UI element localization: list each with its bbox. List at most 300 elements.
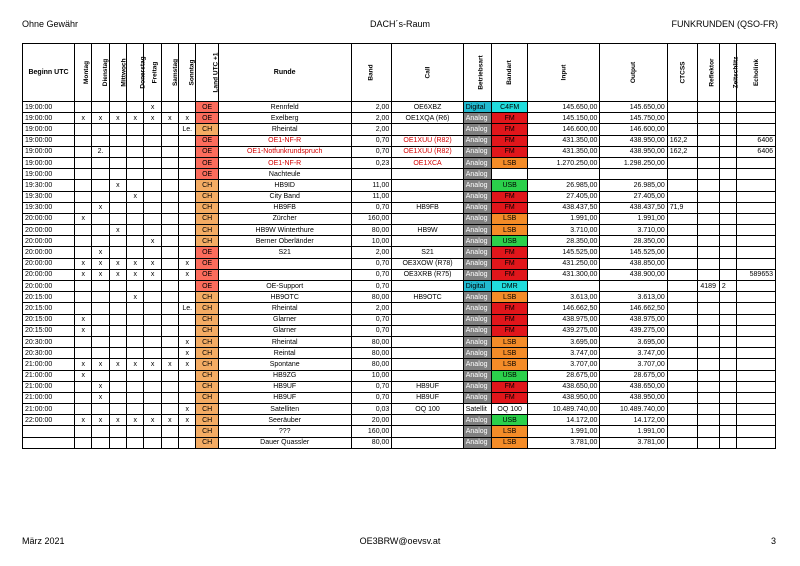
cell-day-sonntag: x [179, 336, 196, 347]
cell-call: HB9UF [392, 381, 463, 392]
cell-input: 431.250,00 [528, 258, 600, 269]
cell-day-mittwoch [109, 236, 126, 247]
cell-day-donerstag: x [127, 359, 144, 370]
cell-land: CH [196, 314, 218, 325]
cell-day-montag [75, 404, 92, 415]
cell-day-freitag [144, 225, 161, 236]
cell-ctcss [667, 124, 698, 135]
cell-time: 20:30:00 [23, 348, 75, 359]
table-row [23, 426, 776, 437]
cell-day-freitag [144, 348, 161, 359]
cell-day-montag: x [75, 258, 92, 269]
cell-day-samstag [161, 247, 178, 258]
cell-day-samstag [161, 404, 178, 415]
cell-echolink [737, 157, 776, 168]
cell-runde: OE1-Notfunkrundspruch [218, 146, 351, 157]
cell-output: 3.781,00 [600, 437, 667, 448]
cell-input: 28.675,00 [528, 370, 600, 381]
cell-day-sonntag [179, 426, 196, 437]
cell-bandart: FM [492, 392, 528, 403]
cell-land: CH [196, 348, 218, 359]
cell-input: 3.695,00 [528, 336, 600, 347]
cell-day-sonntag: x [179, 269, 196, 280]
cell-day-mittwoch [109, 381, 126, 392]
cell-output: 438.950,00 [600, 146, 667, 157]
cell-call [392, 236, 463, 247]
cell-output: 145.650,00 [600, 102, 667, 113]
cell-bandart: FM [492, 258, 528, 269]
cell-bandart: FM [492, 269, 528, 280]
cell-reflektor [698, 336, 719, 347]
cell-ctcss [667, 180, 698, 191]
cell-reflektor [698, 381, 719, 392]
cell-band: 80,00 [351, 336, 392, 347]
table-row [23, 146, 776, 157]
cell-land: CH [196, 202, 218, 213]
cell-day-montag [75, 202, 92, 213]
cell-ctcss: 71,9 [667, 202, 698, 213]
cell-call [392, 437, 463, 448]
cell-echolink [737, 292, 776, 303]
cell-call [392, 124, 463, 135]
cell-ctcss [667, 325, 698, 336]
col-land: Land UTC +1 [196, 44, 218, 102]
cell-land: OE [196, 258, 218, 269]
cell-reflektor [698, 426, 719, 437]
cell-day-dienstag [92, 180, 109, 191]
cell-day-montag: x [75, 359, 92, 370]
cell-output: 14.172,00 [600, 415, 667, 426]
cell-day-montag [75, 426, 92, 437]
cell-echolink [737, 236, 776, 247]
cell-time: 20:00:00 [23, 247, 75, 258]
cell-day-mittwoch: x [109, 113, 126, 124]
cell-input: 3.747,00 [528, 348, 600, 359]
cell-runde: HB9UF [218, 392, 351, 403]
cell-day-donerstag [127, 437, 144, 448]
cell-day-sonntag [179, 236, 196, 247]
cell-betriebsart: Analog [463, 146, 492, 157]
cell-day-donerstag [127, 370, 144, 381]
cell-output: 146.662,50 [600, 303, 667, 314]
cell-call [392, 213, 463, 224]
cell-day-freitag: x [144, 258, 161, 269]
cell-output [600, 281, 667, 292]
cell-bandart: USB [492, 236, 528, 247]
cell-output: 3.710,00 [600, 225, 667, 236]
cell-day-freitag [144, 213, 161, 224]
cell-land: OE [196, 113, 218, 124]
cell-output: 27.405,00 [600, 191, 667, 202]
cell-echolink [737, 303, 776, 314]
cell-output: 438.975,00 [600, 314, 667, 325]
cell-time: 19:00:00 [23, 113, 75, 124]
cell-day-freitag [144, 325, 161, 336]
cell-day-samstag [161, 202, 178, 213]
table-row [23, 191, 776, 202]
cell-echolink [737, 191, 776, 202]
cell-day-sonntag [179, 157, 196, 168]
cell-ctcss [667, 102, 698, 113]
table-row [23, 157, 776, 168]
cell-input: 145.525,00 [528, 247, 600, 258]
table-row [23, 292, 776, 303]
cell-day-donerstag [127, 124, 144, 135]
cell-day-montag [75, 348, 92, 359]
cell-call: OE3XRB (R75) [392, 269, 463, 280]
cell-echolink [737, 202, 776, 213]
table-row [23, 180, 776, 191]
cell-day-sonntag [179, 281, 196, 292]
cell-input: 10.489.740,00 [528, 404, 600, 415]
cell-zeitschlitz [719, 225, 736, 236]
cell-ctcss [667, 348, 698, 359]
cell-day-donerstag: x [127, 113, 144, 124]
cell-betriebsart: Analog [463, 437, 492, 448]
table-row [23, 392, 776, 403]
col-echolink: Echolink [737, 44, 776, 102]
cell-day-mittwoch: x [109, 225, 126, 236]
cell-day-samstag [161, 225, 178, 236]
cell-land: CH [196, 225, 218, 236]
cell-output: 438.900,00 [600, 269, 667, 280]
cell-day-montag: x [75, 269, 92, 280]
cell-zeitschlitz [719, 180, 736, 191]
cell-ctcss [667, 258, 698, 269]
cell-echolink [737, 180, 776, 191]
cell-zeitschlitz [719, 415, 736, 426]
col-runde: Runde [218, 44, 351, 102]
cell-zeitschlitz [719, 135, 736, 146]
cell-time: 21:00:00 [23, 392, 75, 403]
cell-day-dienstag [92, 404, 109, 415]
cell-reflektor [698, 404, 719, 415]
table-row [23, 314, 776, 325]
cell-output: 10.489.740,00 [600, 404, 667, 415]
cell-input: 3.707,00 [528, 359, 600, 370]
cell-bandart: FM [492, 247, 528, 258]
table-row [23, 359, 776, 370]
cell-echolink [737, 314, 776, 325]
cell-runde: Rennfeld [218, 102, 351, 113]
cell-zeitschlitz [719, 247, 736, 258]
cell-day-freitag [144, 146, 161, 157]
cell-bandart: FM [492, 314, 528, 325]
cell-call [392, 370, 463, 381]
cell-day-dienstag [92, 314, 109, 325]
cell-day-donerstag [127, 404, 144, 415]
cell-bandart: FM [492, 325, 528, 336]
cell-day-samstag [161, 437, 178, 448]
cell-day-dienstag [92, 169, 109, 180]
cell-zeitschlitz [719, 236, 736, 247]
cell-day-sonntag [179, 213, 196, 224]
cell-bandart: LSB [492, 157, 528, 168]
cell-time: 19:00:00 [23, 102, 75, 113]
cell-call: S21 [392, 247, 463, 258]
cell-zeitschlitz [719, 169, 736, 180]
cell-day-samstag [161, 325, 178, 336]
cell-band: 0,70 [351, 146, 392, 157]
col-call: Call [392, 44, 463, 102]
cell-runde: Dauer Quassler [218, 437, 351, 448]
cell-land: OE [196, 157, 218, 168]
cell-day-dienstag [92, 303, 109, 314]
cell-ctcss [667, 426, 698, 437]
cell-land: CH [196, 213, 218, 224]
cell-input: 145.150,00 [528, 113, 600, 124]
cell-call [392, 180, 463, 191]
cell-zeitschlitz [719, 381, 736, 392]
cell-bandart: LSB [492, 292, 528, 303]
cell-bandart: DMR [492, 281, 528, 292]
cell-echolink [737, 213, 776, 224]
cell-echolink [737, 325, 776, 336]
cell-zeitschlitz [719, 348, 736, 359]
cell-time: 20:00:00 [23, 258, 75, 269]
cell-time: 20:15:00 [23, 314, 75, 325]
cell-call: HB9OTC [392, 292, 463, 303]
cell-day-montag [75, 124, 92, 135]
cell-day-sonntag [179, 292, 196, 303]
cell-day-dienstag: 2. [92, 146, 109, 157]
cell-betriebsart: Analog [463, 303, 492, 314]
cell-band: 80,00 [351, 225, 392, 236]
cell-day-samstag [161, 292, 178, 303]
cell-input: 438.437,50 [528, 202, 600, 213]
cell-day-freitag [144, 314, 161, 325]
cell-day-donerstag [127, 281, 144, 292]
cell-day-sonntag [179, 191, 196, 202]
cell-input: 27.405,00 [528, 191, 600, 202]
cell-day-mittwoch [109, 102, 126, 113]
cell-call [392, 336, 463, 347]
cell-day-dienstag: x [92, 113, 109, 124]
cell-band: 10,00 [351, 236, 392, 247]
cell-day-freitag: x [144, 102, 161, 113]
cell-day-sonntag: Le. [179, 124, 196, 135]
cell-betriebsart: Analog [463, 191, 492, 202]
cell-day-mittwoch [109, 157, 126, 168]
cell-bandart: FM [492, 146, 528, 157]
cell-band: 0,70 [351, 135, 392, 146]
cell-day-samstag [161, 426, 178, 437]
cell-band: 11,00 [351, 180, 392, 191]
cell-day-sonntag [179, 314, 196, 325]
table-row [23, 225, 776, 236]
cell-day-freitag: x [144, 359, 161, 370]
cell-day-samstag [161, 124, 178, 135]
cell-betriebsart: Analog [463, 392, 492, 403]
cell-betriebsart: Analog [463, 336, 492, 347]
cell-ctcss [667, 269, 698, 280]
cell-day-sonntag: x [179, 348, 196, 359]
cell-call [392, 303, 463, 314]
cell-day-mittwoch [109, 202, 126, 213]
cell-zeitschlitz [719, 213, 736, 224]
cell-ctcss [667, 303, 698, 314]
cell-day-mittwoch [109, 213, 126, 224]
cell-reflektor [698, 213, 719, 224]
cell-band: 20,00 [351, 415, 392, 426]
cell-day-donerstag [127, 213, 144, 224]
cell-land: CH [196, 404, 218, 415]
cell-day-dienstag: x [92, 269, 109, 280]
cell-input: 1.991,00 [528, 213, 600, 224]
cell-band: 11,00 [351, 191, 392, 202]
cell-ctcss [667, 336, 698, 347]
table-row [23, 381, 776, 392]
cell-day-sonntag [179, 146, 196, 157]
cell-band: 0,70 [351, 281, 392, 292]
cell-call [392, 281, 463, 292]
cell-echolink [737, 336, 776, 347]
cell-day-sonntag [179, 202, 196, 213]
cell-day-dienstag [92, 236, 109, 247]
cell-day-donerstag [127, 314, 144, 325]
cell-time [23, 437, 75, 448]
cell-zeitschlitz [719, 146, 736, 157]
cell-ctcss [667, 392, 698, 403]
table-row [23, 269, 776, 280]
cell-day-mittwoch [109, 135, 126, 146]
cell-ctcss [667, 404, 698, 415]
cell-day-montag: x [75, 415, 92, 426]
cell-betriebsart: Analog [463, 213, 492, 224]
cell-day-freitag [144, 437, 161, 448]
funkrunden-table [22, 43, 776, 449]
table-row [23, 135, 776, 146]
cell-day-freitag: x [144, 113, 161, 124]
cell-day-sonntag: x [179, 359, 196, 370]
cell-day-montag [75, 336, 92, 347]
cell-call: OE1XUU (R82) [392, 135, 463, 146]
cell-time: 20:30:00 [23, 336, 75, 347]
cell-day-freitag: x [144, 269, 161, 280]
cell-band: 0,70 [351, 325, 392, 336]
cell-day-montag [75, 247, 92, 258]
cell-time: 19:00:00 [23, 169, 75, 180]
cell-day-dienstag [92, 191, 109, 202]
cell-day-dienstag: x [92, 258, 109, 269]
cell-band: 10,00 [351, 370, 392, 381]
cell-betriebsart: Analog [463, 426, 492, 437]
cell-runde: HB9FB [218, 202, 351, 213]
cell-reflektor [698, 102, 719, 113]
footer-email: OE3BRW@oevsv.at [359, 536, 441, 546]
cell-echolink [737, 404, 776, 415]
cell-day-dienstag: x [92, 359, 109, 370]
cell-ctcss: 162,2 [667, 135, 698, 146]
cell-land: OE [196, 169, 218, 180]
table-body [23, 102, 776, 449]
cell-ctcss [667, 415, 698, 426]
cell-day-mittwoch: x [109, 180, 126, 191]
cell-land: OE [196, 102, 218, 113]
cell-zeitschlitz [719, 370, 736, 381]
cell-bandart: LSB [492, 336, 528, 347]
cell-input: 14.172,00 [528, 415, 600, 426]
cell-day-montag [75, 225, 92, 236]
cell-output: 145.750,00 [600, 113, 667, 124]
cell-day-donerstag [127, 135, 144, 146]
cell-input [528, 281, 600, 292]
cell-time: 19:00:00 [23, 124, 75, 135]
cell-time: 21:00:00 [23, 404, 75, 415]
cell-betriebsart: Analog [463, 314, 492, 325]
cell-zeitschlitz [719, 303, 736, 314]
cell-reflektor [698, 392, 719, 403]
cell-zeitschlitz [719, 102, 736, 113]
cell-day-montag: x [75, 213, 92, 224]
col-dienstag: Dienstag [92, 44, 109, 102]
header-disclaimer: Ohne Gewähr [22, 19, 79, 29]
cell-reflektor [698, 415, 719, 426]
cell-betriebsart: Analog [463, 202, 492, 213]
cell-zeitschlitz [719, 202, 736, 213]
cell-call: HB9UF [392, 392, 463, 403]
cell-call: OE3XOW (R78) [392, 258, 463, 269]
cell-betriebsart: Analog [463, 415, 492, 426]
cell-bandart: LSB [492, 225, 528, 236]
cell-output: 28.350,00 [600, 236, 667, 247]
cell-bandart: USB [492, 415, 528, 426]
cell-day-mittwoch [109, 392, 126, 403]
cell-band: 0,70 [351, 314, 392, 325]
table-row [23, 213, 776, 224]
cell-call: OE1XUU (R82) [392, 146, 463, 157]
cell-betriebsart: Analog [463, 135, 492, 146]
cell-bandart: LSB [492, 348, 528, 359]
cell-day-mittwoch [109, 348, 126, 359]
cell-land: OE [196, 247, 218, 258]
cell-reflektor [698, 314, 719, 325]
cell-reflektor [698, 225, 719, 236]
cell-day-mittwoch: x [109, 359, 126, 370]
cell-band: 2,00 [351, 102, 392, 113]
cell-bandart: C4FM [492, 102, 528, 113]
cell-ctcss [667, 247, 698, 258]
cell-land: CH [196, 303, 218, 314]
cell-bandart: FM [492, 303, 528, 314]
table-row [23, 404, 776, 415]
cell-reflektor [698, 359, 719, 370]
cell-land: OE [196, 146, 218, 157]
cell-echolink [737, 370, 776, 381]
cell-day-dienstag: x [92, 247, 109, 258]
cell-day-mittwoch [109, 146, 126, 157]
cell-day-montag: x [75, 370, 92, 381]
cell-day-montag [75, 146, 92, 157]
cell-output: 26.985,00 [600, 180, 667, 191]
cell-land: CH [196, 236, 218, 247]
cell-input: 1.270.250,00 [528, 157, 600, 168]
cell-input: 145.650,00 [528, 102, 600, 113]
table-row [23, 247, 776, 258]
cell-output: 438.437,50 [600, 202, 667, 213]
cell-day-sonntag [179, 102, 196, 113]
cell-zeitschlitz [719, 269, 736, 280]
cell-day-dienstag: x [92, 415, 109, 426]
cell-call [392, 359, 463, 370]
cell-call [392, 191, 463, 202]
cell-day-sonntag: Le. [179, 303, 196, 314]
cell-zeitschlitz [719, 426, 736, 437]
cell-input: 3.781,00 [528, 437, 600, 448]
cell-time: 21:00:00 [23, 359, 75, 370]
cell-bandart: LSB [492, 426, 528, 437]
cell-runde: Seeräuber [218, 415, 351, 426]
